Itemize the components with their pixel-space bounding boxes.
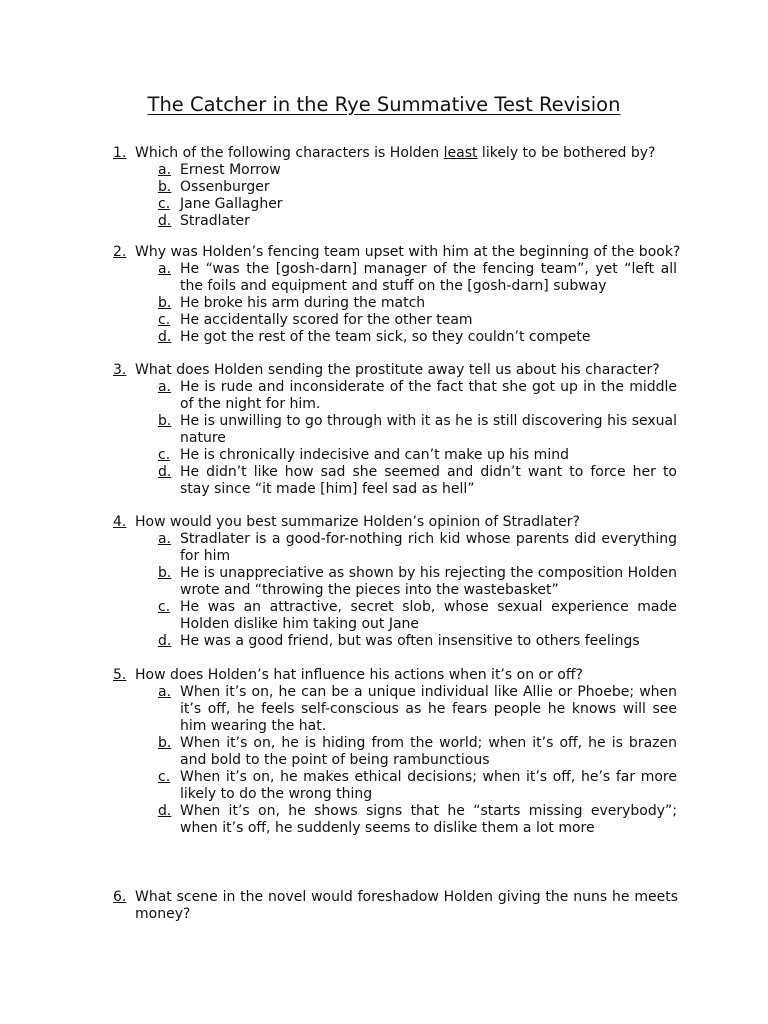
question-number: 4.: [113, 514, 127, 530]
question-2-prompt: 2. Why was Holden’s fencing team upset with him at the beginning of the book?: [113, 244, 681, 260]
question-3-options: [113, 379, 678, 498]
question-6-prompt: 6. What scene in the novel would foreshadow Holden giving the nuns he meets money?: [113, 889, 678, 922]
option-c: c. He is chronically indecisive and can’t make up his mind: [158, 447, 569, 463]
question-4-options: [113, 531, 678, 650]
question-number: 6.: [113, 889, 127, 905]
question-2-options: [113, 261, 678, 346]
question-1: [113, 145, 678, 230]
question-5-options: [113, 684, 678, 837]
option-d: d. He was a good friend, but was often insensitive to others feelings: [158, 633, 640, 649]
option-c: c. When it’s on, he makes ethical decisions; when it’s off, he’s far more likely to do the wrong thing: [158, 769, 677, 802]
document-title: [0, 92, 768, 118]
option-b: b. He is unappreciative as shown by his rejecting the composition Holden wrote and “throwing the pieces into the wastebasket”: [158, 565, 677, 598]
option-d: d. He got the rest of the team sick, so they couldn’t compete: [158, 329, 591, 345]
option-a: a. He is rude and inconsiderate of the fact that she got up in the middle of the night for him.: [158, 379, 677, 412]
option-c: c. He accidentally scored for the other team: [158, 312, 473, 328]
option-a: a. When it’s on, he can be a unique individual like Allie or Phoebe; when it’s off, he feels self-conscious as he fears people he knows will see him wearing the hat.: [158, 684, 677, 734]
question-2: [113, 244, 681, 346]
question-5-prompt: 5. How does Holden’s hat influence his actions when it’s on or off?: [113, 667, 583, 683]
option-d: d. He didn’t like how sad she seemed and didn’t want to force her to stay since “it made [him] feel sad as hell”: [158, 464, 677, 497]
option-a: a. Ernest Morrow: [158, 162, 281, 178]
option-b: b. He is unwilling to go through with it as he is still discovering his sexual nature: [158, 413, 677, 446]
question-4-prompt: 4. How would you best summarize Holden’s opinion of Stradlater?: [113, 514, 580, 530]
option-c: c. He was an attractive, secret slob, whose sexual experience made Holden dislike him taking out Jane: [158, 599, 677, 632]
emphasis-underline: least: [443, 145, 478, 161]
question-number: 2.: [113, 244, 127, 260]
option-d: d. When it’s on, he shows signs that he “starts missing everybody”; when it’s off, he suddenly seems to dislike them a lot more: [158, 803, 677, 836]
option-d: d. Stradlater: [158, 213, 250, 229]
option-c: c. Jane Gallagher: [158, 196, 283, 212]
question-1-options: [113, 162, 678, 230]
option-a: a. He “was the [gosh-darn] manager of the fencing team”, yet “left all the foils and equipment and stuff on the [gosh-darn] subway: [158, 261, 677, 294]
question-1-prompt: 1. Which of the following characters is Holden least likely to be bothered by?: [113, 145, 656, 161]
question-6: [113, 889, 678, 923]
question-3: [113, 362, 678, 498]
question-4: [113, 514, 678, 650]
question-number: 5.: [113, 667, 127, 683]
option-b: b. He broke his arm during the match: [158, 295, 426, 311]
question-number: 3.: [113, 362, 127, 378]
option-b: b. Ossenburger: [158, 179, 270, 195]
question-3-prompt: 3. What does Holden sending the prostitute away tell us about his character?: [113, 362, 660, 378]
question-number: 1.: [113, 145, 127, 161]
option-a: a. Stradlater is a good-for-nothing rich kid whose parents did everything for him: [158, 531, 677, 564]
question-5: [113, 667, 678, 837]
option-b: b. When it’s on, he is hiding from the world; when it’s off, he is brazen and bold to the point of being rambunctious: [158, 735, 677, 768]
document-title-text: The Catcher in the Rye Summative Test Revision: [147, 93, 621, 116]
